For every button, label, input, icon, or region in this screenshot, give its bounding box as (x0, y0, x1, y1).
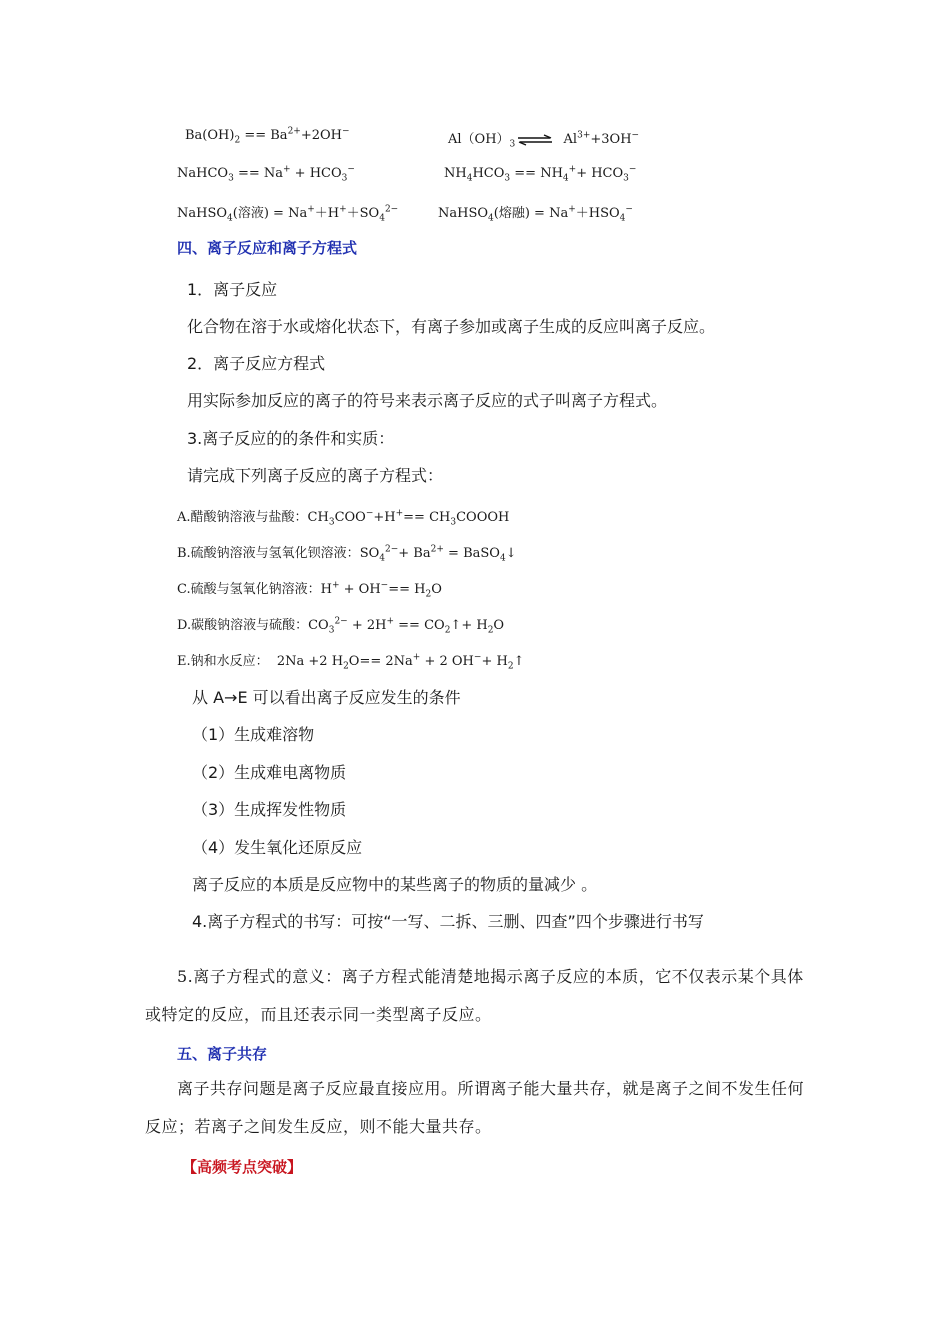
eq-aloh3: $Al(OH)_3$ $Al^{3+}+3OH^-$ (448, 130, 640, 150)
eq-nahso4-solution: NaHSO$_4$(溶液) = $Na^++H^++SO_4^{2-}$ (177, 204, 399, 224)
reaction-a: A.醋酸钠溶液与盐酸：$CH_3COO^-+H^+==$ $CH_3COOOH$ (177, 508, 510, 528)
essence-text: 离子反应的本质是反应物中的某些离子的物质的量减少 。 (192, 875, 598, 894)
reaction-e: E.钠和水反应： 2Na +2 $H_2O== 2Na^+ + 2$ $OH^-+ H_2↑$ (177, 652, 525, 672)
condition-item: （4）发生氧化还原反应 (192, 838, 363, 857)
eq-baoh2: $Ba(OH)_2 == Ba^{2+}+2OH^-$ (185, 126, 350, 146)
section-5-heading: 五、离子共存 (177, 1045, 268, 1063)
eq-nahco3: NaHCO$_3$ == $Na^+ + HCO_3^-$ (177, 164, 355, 184)
reaction-c: C.硫酸与氢氧化钠溶液：$H^+ + OH^-== H_2O$ (177, 580, 442, 600)
reaction-b: B.硫酸钠溶液与氢氧化钡溶液：$SO_4^{2-}+ Ba^{2+}$ = BaSO$_4$↓ (177, 544, 517, 564)
reaction-d: D.碳酸钠溶液与硫酸：$CO_3^{2-} + 2H^+$ == $CO_2↑+ H_2O$ (177, 616, 505, 636)
conditions-intro: 从 A→E 可以看出离子反应发生的条件 (192, 688, 461, 707)
high-frequency-heading: 【高频考点突破】 (182, 1158, 303, 1176)
condition-item: （3）生成挥发性物质 (192, 800, 347, 819)
eq-nahso4-melt: NaHSO$_4$(熔融) = $Na^++HSO_4^-$ (438, 204, 633, 224)
item-1-title: 1．离子反应 (187, 280, 278, 299)
reversible-arrow-icon (517, 134, 553, 146)
section-5-paragraph: 离子共存问题是离子反应最直接应用。所谓离子能大量共存，就是离子之间不发生任何反应；若离子之间发生反应，则不能大量共存。 (145, 1079, 805, 1136)
eq-nh4hco3: $NH_4HCO_3 == NH_4^++ HCO_3^-$ (444, 164, 637, 184)
item-2-title: 2．离子反应方程式 (187, 354, 326, 373)
item-1-text: 化合物在溶于水或熔化状态下，有离子参加或离子生成的反应叫离子反应。 (187, 317, 716, 336)
section-4-heading: 四、离子反应和离子方程式 (177, 239, 358, 257)
condition-item: （2）生成难电离物质 (192, 763, 347, 782)
condition-item: （1）生成难溶物 (192, 725, 315, 744)
item-3-title: 3.离子反应的的条件和实质： (187, 429, 395, 448)
item-2-text: 用实际参加反应的离子的符号来表示离子反应的式子叫离子方程式。 (187, 391, 668, 410)
item-3-prompt: 请完成下列离子反应的离子方程式： (187, 466, 444, 485)
item-4-text: 4.离子方程式的书写：可按“一写、二拆、三删、四查”四个步骤进行书写 (192, 912, 704, 931)
item-5-paragraph: 5.离子方程式的意义：离子方程式能清楚地揭示离子反应的本质，它不仅表示某个具体或特定的反应，而且还表示同一类型离子反应。 (145, 967, 804, 1024)
